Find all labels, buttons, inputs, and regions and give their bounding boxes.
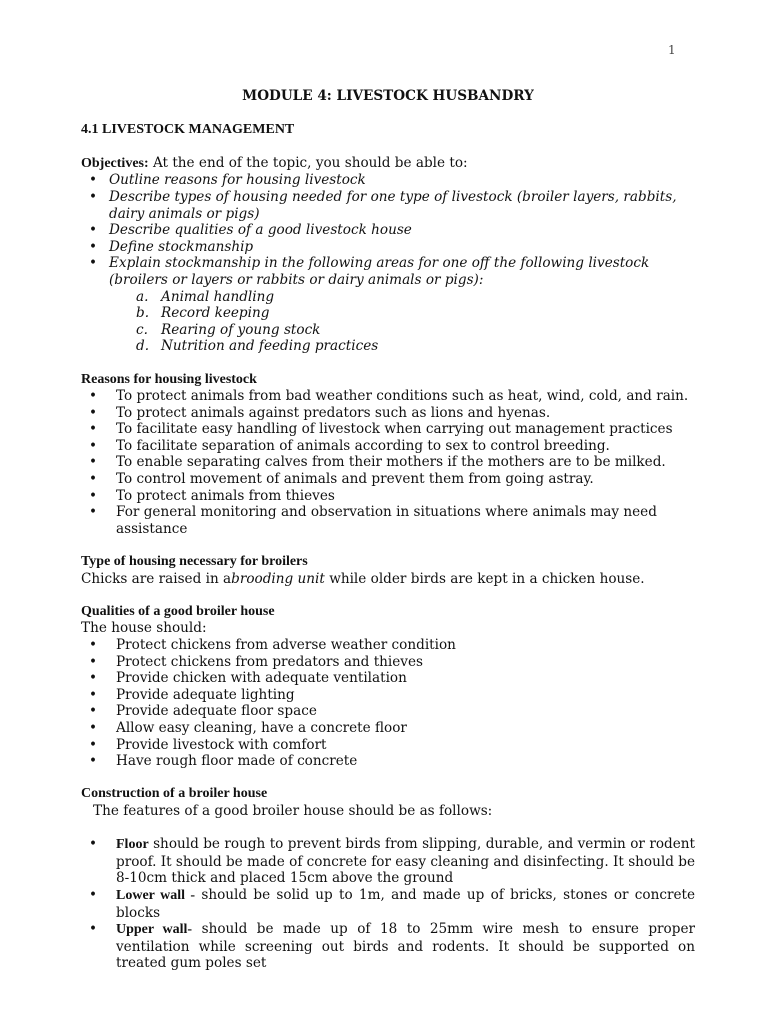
list-item: • To facilitate easy handling of livestock when carrying out management practices: [81, 421, 695, 438]
list-item: • For general monitoring and observation in situations where animals may need assistance: [81, 504, 695, 537]
module-title: MODULE 4: LIVESTOCK HUSBANDRY: [242, 88, 534, 104]
list-marker: d.: [136, 338, 150, 355]
list-item: • Explain stockmanship in the following areas for one off the following livestock (broilers or layers or rabbits or dairy animals or pigs):: [81, 255, 695, 288]
list-item: [81, 305, 695, 322]
objectives-label: Objectives:: [81, 155, 149, 171]
list-item-text: Animal handling: [161, 288, 275, 305]
objectives-list: [81, 172, 695, 288]
construction-list: [81, 836, 695, 972]
section-title: 4.1 LIVESTOCK MANAGEMENT: [81, 121, 295, 137]
list-item-text: Rearing of young stock: [161, 321, 321, 338]
list-item: • Describe qualities of a good livestock house: [81, 222, 695, 239]
list-item: • Lower wall - should be solid up to 1m, and made up of bricks, stones or concrete blocks: [81, 887, 695, 921]
qualities-intro: The house should:: [81, 620, 207, 637]
list-item: • Provide chicken with adequate ventilation: [81, 670, 695, 687]
list-item: • Protect chickens from predators and thieves: [81, 654, 695, 671]
construction-intro: The features of a good broiler house should be as follows:: [93, 802, 493, 819]
objectives-intro: [81, 155, 695, 173]
objectives-sublist: [81, 289, 695, 355]
list-marker: a.: [136, 288, 149, 305]
list-item: • To facilitate separation of animals according to sex to control breeding.: [81, 438, 695, 455]
feature-term: Lower wall -: [116, 887, 196, 903]
feature-term: Floor: [116, 837, 149, 853]
construction-heading: Construction of a broiler house: [81, 786, 268, 802]
qualities-list: [81, 637, 695, 770]
list-item: [81, 322, 695, 339]
list-item: • Describe types of housing needed for one type of livestock (broiler layers, rabbits, dairy animals or pigs): [81, 189, 695, 222]
housing-type-text: Chicks are raised in abrooding unit while older birds are kept in a chicken house.: [81, 570, 645, 587]
list-marker: b.: [136, 305, 150, 322]
list-item: • Have rough floor made of concrete: [81, 753, 695, 770]
list-item: • Protect chickens from adverse weather condition: [81, 637, 695, 654]
list-item: • Provide adequate floor space: [81, 703, 695, 720]
list-item: • Upper wall- should be made up of 18 to 25mm wire mesh to ensure proper ventilation while screening out birds and rodents. It should be supported on treated gum poles set: [81, 921, 695, 972]
list-item: • Provide adequate lighting: [81, 687, 695, 704]
reasons-list: [81, 388, 695, 537]
list-item: • To control movement of animals and prevent them from going astray.: [81, 471, 695, 488]
brooding-unit-term: brooding unit: [231, 570, 325, 587]
list-item: • To protect animals from thieves: [81, 488, 695, 505]
list-item: • To protect animals from bad weather conditions such as heat, wind, cold, and rain.: [81, 388, 695, 405]
list-item-text: Record keeping: [161, 305, 270, 322]
list-item: • Provide livestock with comfort: [81, 737, 695, 754]
list-item: • To protect animals against predators such as lions and hyenas.: [81, 405, 695, 422]
list-item: • Define stockmanship: [81, 239, 695, 256]
qualities-heading: Qualities of a good broiler house: [81, 603, 275, 619]
list-item: • To enable separating calves from their mothers if the mothers are to be milked.: [81, 454, 695, 471]
housing-type-heading: Type of housing necessary for broilers: [81, 554, 308, 570]
objectives-intro-text: At the end of the topic, you should be able to:: [148, 154, 468, 171]
list-marker: c.: [136, 321, 148, 338]
page-content: [81, 88, 695, 972]
reasons-heading: Reasons for housing livestock: [81, 371, 257, 387]
list-item: • Allow easy cleaning, have a concrete floor: [81, 720, 695, 737]
page-number: 1: [668, 43, 676, 57]
list-item: [81, 289, 695, 306]
list-item: • Outline reasons for housing livestock: [81, 172, 695, 189]
feature-term: Upper wall-: [116, 922, 193, 938]
list-item-text: Nutrition and feeding practices: [161, 338, 379, 355]
list-item: • Floor should be rough to prevent birds from slipping, durable, and vermin or rodent proof. It should be made of concrete for easy cleaning and disinfecting. It should be 8-10cm thick and placed 15cm above the ground: [81, 836, 695, 887]
list-item: [81, 338, 695, 355]
